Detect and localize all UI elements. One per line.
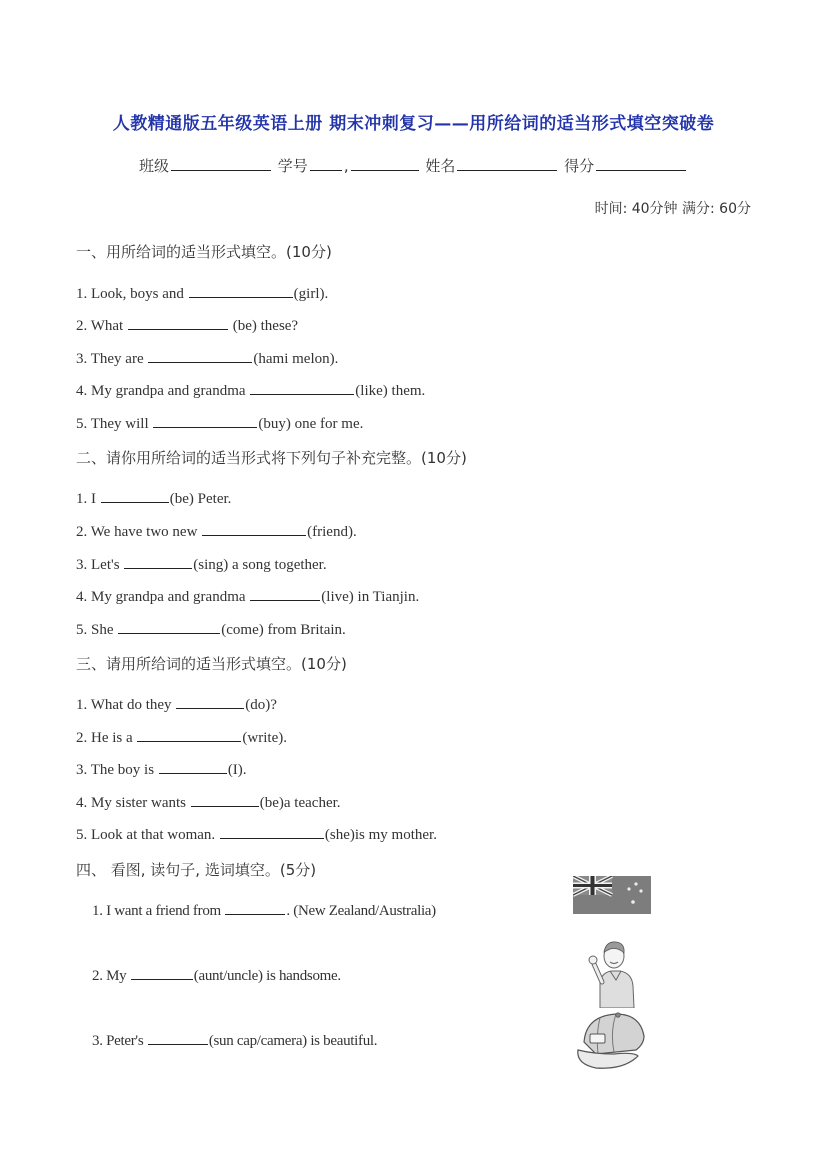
question-item: 3. Let's (sing) a song together. (76, 554, 327, 574)
question-item: 3. The boy is (I). (76, 759, 247, 779)
score-label: 得分 (564, 157, 595, 175)
score-field[interactable] (596, 155, 686, 171)
question-item: 5. They will (buy) one for me. (76, 413, 363, 433)
answer-blank[interactable] (220, 824, 324, 839)
question-item: 1. Look, boys and (girl). (76, 283, 328, 303)
question-item: 4. My grandpa and grandma (like) them. (76, 380, 425, 400)
student-id-sep: , (343, 157, 349, 175)
section-1-heading: 一、用所给词的适当形式填空。(10分) (76, 243, 332, 261)
question-item: 3. Peter's (sun cap/camera) is beautiful. (92, 1030, 377, 1050)
answer-blank[interactable] (128, 315, 228, 330)
student-id-field-2[interactable] (351, 155, 419, 171)
section-3-heading: 三、请用所给词的适当形式填空。(10分) (76, 655, 347, 673)
answer-blank[interactable] (250, 380, 354, 395)
section-2-heading: 二、请你用所给词的适当形式将下列句子补充完整。(10分) (76, 449, 467, 467)
question-item: 1. What do they (do)? (76, 694, 277, 714)
question-item: 1. I want a friend from . (New Zealand/Australia) (92, 900, 436, 920)
answer-blank[interactable] (101, 488, 169, 503)
question-item: 3. They are (hami melon). (76, 348, 338, 368)
answer-blank[interactable] (137, 727, 241, 742)
student-id-field[interactable] (310, 155, 342, 171)
question-item: 5. She (come) from Britain. (76, 619, 346, 639)
time-score-note: 时间: 40分钟 满分: 60分 (594, 201, 751, 217)
question-item: 4. My sister wants (be)a teacher. (76, 792, 341, 812)
answer-blank[interactable] (225, 900, 285, 915)
student-id-label: 学号 (277, 157, 308, 175)
answer-blank[interactable] (118, 619, 220, 634)
waving-man-icon (588, 936, 638, 1008)
sun-cap-icon (574, 1010, 650, 1070)
name-label: 姓名 (425, 157, 456, 175)
answer-blank[interactable] (148, 1030, 208, 1045)
answer-blank[interactable] (176, 694, 244, 709)
question-item: 2. He is a (write). (76, 727, 287, 747)
question-item: 1. I (be) Peter. (76, 488, 231, 508)
answer-blank[interactable] (124, 554, 192, 569)
answer-blank[interactable] (131, 965, 193, 980)
new-zealand-flag-icon (573, 876, 651, 914)
student-info-row (139, 155, 688, 176)
question-item: 4. My grandpa and grandma (live) in Tianjin. (76, 586, 419, 606)
question-item: 5. Look at that woman. (she)is my mother. (76, 824, 437, 844)
answer-blank[interactable] (153, 413, 257, 428)
answer-blank[interactable] (159, 759, 227, 774)
question-item: 2. My (aunt/uncle) is handsome. (92, 965, 341, 985)
section-4-heading: 四、 看图, 读句子, 选词填空。(5分) (76, 861, 317, 879)
question-item: 2. What (be) these? (76, 315, 298, 335)
answer-blank[interactable] (148, 348, 252, 363)
class-label: 班级 (139, 157, 170, 175)
class-field[interactable] (171, 155, 271, 171)
answer-blank[interactable] (189, 283, 293, 298)
answer-blank[interactable] (250, 586, 320, 601)
answer-blank[interactable] (191, 792, 259, 807)
answer-blank[interactable] (202, 521, 306, 536)
name-field[interactable] (457, 155, 557, 171)
question-item: 2. We have two new (friend). (76, 521, 357, 541)
page-title: 人教精通版五年级英语上册 期末冲刺复习——用所给词的适当形式填空突破卷 (112, 114, 715, 134)
